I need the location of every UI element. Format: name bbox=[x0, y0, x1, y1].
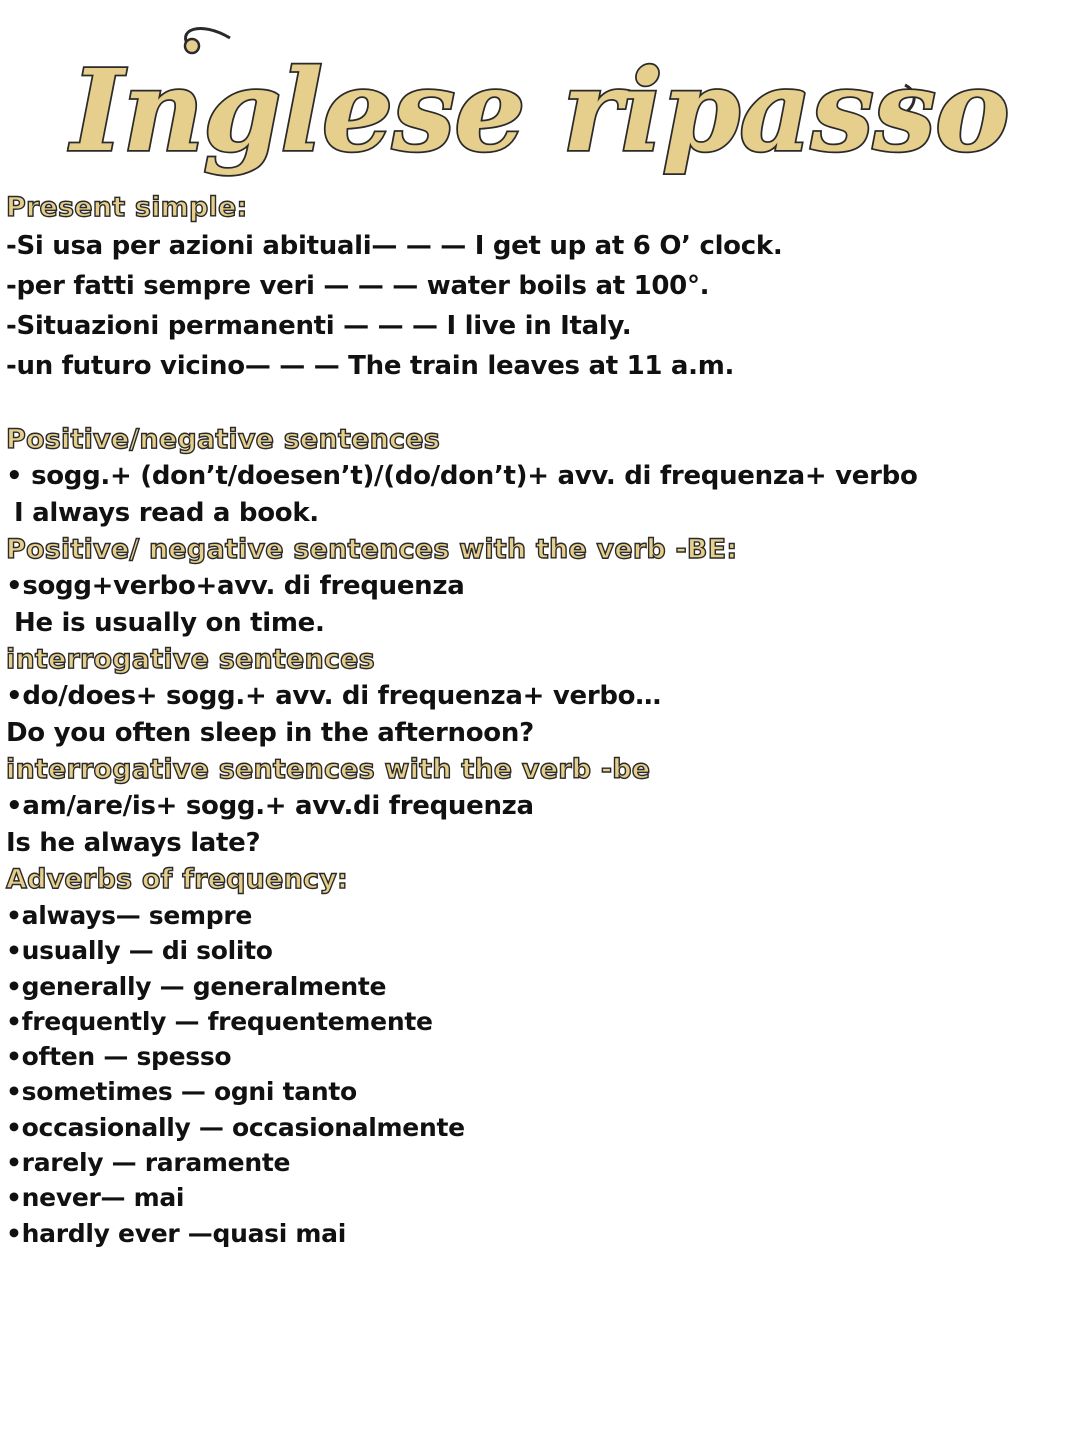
title-svg bbox=[0, 0, 1080, 200]
notes-body bbox=[6, 190, 1066, 1251]
positive-negative-be-rule: •sogg+verbo+avv. di frequenza bbox=[6, 571, 465, 601]
interrogative-be-example: Is he always late? bbox=[6, 828, 261, 858]
adverb-item: •hardly ever —quasi mai bbox=[6, 1218, 346, 1248]
adverb-item: •occasionally — occasionalmente bbox=[6, 1112, 465, 1142]
adverb-item: •always— sempre bbox=[6, 901, 253, 930]
spacer bbox=[6, 386, 1066, 422]
title-banner bbox=[0, 0, 1080, 200]
adverb-item: •rarely — raramente bbox=[6, 1148, 291, 1178]
section-heading-interrogative-be: interrogative sentences with the verb -be bbox=[6, 754, 651, 785]
adverb-item: •often — spesso bbox=[6, 1042, 232, 1072]
adverb-item: •usually — di solito bbox=[6, 936, 273, 966]
section-heading-positive-negative-be: Positive/ negative sentences with the verb -BE: bbox=[6, 534, 738, 565]
section-heading-positive-negative: Positive/negative sentences bbox=[6, 424, 440, 455]
present-simple-line-3: -Situazioni permanenti — — — I live in Italy. bbox=[6, 311, 632, 341]
section-heading-adverbs: Adverbs of frequency: bbox=[6, 864, 349, 895]
interrogative-rule: •do/does+ sogg.+ avv. di frequenza+ verbo… bbox=[6, 681, 661, 711]
adverb-item: •generally — generalmente bbox=[6, 971, 387, 1001]
section-heading-present-simple: Present simple: bbox=[6, 192, 248, 223]
adverb-item: •never— mai bbox=[6, 1183, 185, 1213]
positive-negative-rule: • sogg.+ (don’t/doesen’t)/(do/don’t)+ avv. di frequenza+ verbo bbox=[6, 461, 918, 491]
present-simple-line-4: -un futuro vicino— — — The train leaves at 11 a.m. bbox=[6, 351, 735, 381]
adverb-item: •frequently — frequentemente bbox=[6, 1006, 433, 1036]
positive-negative-be-example: He is usually on time. bbox=[14, 608, 325, 638]
present-simple-line-1: -Si usa per azioni abituali— — — I get up at 6 O’ clock. bbox=[6, 231, 783, 261]
interrogative-example: Do you often sleep in the afternoon? bbox=[6, 718, 534, 748]
interrogative-be-rule: •am/are/is+ sogg.+ avv.di frequenza bbox=[6, 791, 534, 821]
adverb-item: •sometimes — ogni tanto bbox=[6, 1077, 357, 1107]
page-title: Inglese ripasso bbox=[71, 46, 1009, 177]
present-simple-line-2: -per fatti sempre veri — — — water boils at 100°. bbox=[6, 271, 710, 301]
section-heading-interrogative: interrogative sentences bbox=[6, 644, 375, 675]
positive-negative-example: I always read a book. bbox=[14, 498, 319, 528]
